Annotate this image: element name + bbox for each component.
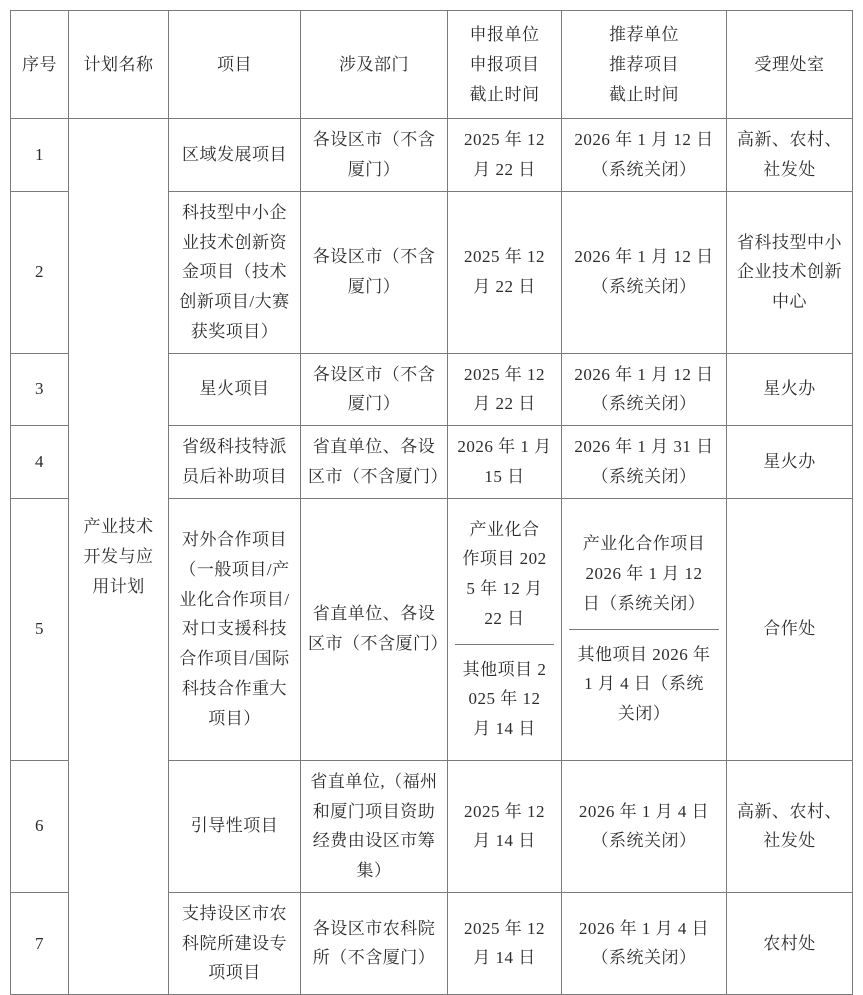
cell-project: 星火项目 xyxy=(169,353,301,426)
table-header xyxy=(11,11,853,119)
cell-department: 省直单位、各设区市（不含厦门） xyxy=(301,426,448,499)
cell-office: 高新、农村、社发处 xyxy=(727,119,853,192)
header-cell-office: 受理处室 xyxy=(727,11,853,119)
header-recommend-line-2: 推荐项目 xyxy=(609,54,679,74)
header-recommend-line-3: 截止时间 xyxy=(609,84,679,104)
header-cell-project: 项目 xyxy=(169,11,301,119)
cell-recommend-deadline: 2026 年 1 月 12 日（系统关闭） xyxy=(562,119,727,192)
cell-department: 省直单位、各设区市（不含厦门） xyxy=(301,498,448,760)
header-cell-recommend-deadline xyxy=(562,11,727,119)
cell-recommend-deadline-part-1: 产业化合作项目 2026 年 1 月 12 日（系统关闭） xyxy=(582,534,706,613)
header-apply-line-3: 截止时间 xyxy=(469,84,540,104)
cell-department: 各设区市（不含厦门） xyxy=(301,191,448,353)
cell-apply-deadline: 2025 年 12 月 22 日 xyxy=(448,353,562,426)
header-cell-apply-deadline xyxy=(448,11,562,119)
cell-seq: 2 xyxy=(11,191,69,353)
cell-seq: 1 xyxy=(11,119,69,192)
cell-office: 高新、农村、社发处 xyxy=(727,760,853,892)
cell-apply-deadline: 2025 年 12 月 14 日 xyxy=(448,760,562,892)
header-cell-seq: 序号 xyxy=(11,11,69,119)
project-deadline-table xyxy=(10,10,853,995)
cell-apply-deadline-split xyxy=(448,498,562,760)
cell-department: 各设区市（不含厦门） xyxy=(301,353,448,426)
cell-office: 合作处 xyxy=(727,498,853,760)
cell-department: 各设区市（不含厦门） xyxy=(301,119,448,192)
header-apply-line-2: 申报项目 xyxy=(469,54,540,74)
cell-project: 省级科技特派员后补助项目 xyxy=(169,426,301,499)
cell-project: 科技型中小企业技术创新资金项目（技术创新项目/大赛获奖项目） xyxy=(169,191,301,353)
cell-seq: 3 xyxy=(11,353,69,426)
cell-apply-deadline: 2025 年 12 月 14 日 xyxy=(448,892,562,994)
cell-seq: 5 xyxy=(11,498,69,760)
cell-apply-deadline: 2026 年 1 月 15 日 xyxy=(448,426,562,499)
cell-plan-name-merged: 产业技术开发与应用计划 xyxy=(69,119,169,995)
cell-apply-deadline-part-1: 产业化合作项目 2025 年 12 月 22 日 xyxy=(462,519,547,628)
cell-recommend-deadline: 2026 年 1 月 4 日（系统关闭） xyxy=(562,892,727,994)
cell-office: 省科技型中小企业技术创新中心 xyxy=(727,191,853,353)
cell-office: 星火办 xyxy=(727,353,853,426)
table-row xyxy=(11,119,853,192)
cell-seq: 4 xyxy=(11,426,69,499)
header-cell-plan-name: 计划名称 xyxy=(69,11,169,119)
cell-seq: 6 xyxy=(11,760,69,892)
cell-project: 对外合作项目（一般项目/产业化合作项目/对口支援科技合作项目/国际科技合作重大项目） xyxy=(169,498,301,760)
cell-seq: 7 xyxy=(11,892,69,994)
cell-recommend-deadline-part-2: 其他项目 2026 年 1 月 4 日（系统关闭） xyxy=(569,629,719,739)
cell-office: 星火办 xyxy=(727,426,853,499)
cell-recommend-deadline: 2026 年 1 月 31 日（系统关闭） xyxy=(562,426,727,499)
cell-office: 农村处 xyxy=(727,892,853,994)
cell-project: 引导性项目 xyxy=(169,760,301,892)
cell-project: 支持设区市农科院所建设专项项目 xyxy=(169,892,301,994)
cell-department: 各设区市农科院所（不含厦门） xyxy=(301,892,448,994)
cell-recommend-deadline: 2026 年 1 月 4 日（系统关闭） xyxy=(562,760,727,892)
header-row xyxy=(11,11,853,119)
cell-apply-deadline: 2025 年 12 月 22 日 xyxy=(448,119,562,192)
cell-recommend-deadline: 2026 年 1 月 12 日（系统关闭） xyxy=(562,353,727,426)
cell-apply-deadline-part-2: 其他项目 2025 年 12 月 14 日 xyxy=(455,644,554,754)
cell-recommend-deadline-split xyxy=(562,498,727,760)
cell-project: 区域发展项目 xyxy=(169,119,301,192)
table-body xyxy=(11,119,853,995)
header-cell-department: 涉及部门 xyxy=(301,11,448,119)
header-apply-line-1: 申报单位 xyxy=(469,25,540,44)
header-recommend-line-1: 推荐单位 xyxy=(609,25,679,44)
cell-apply-deadline: 2025 年 12 月 22 日 xyxy=(448,191,562,353)
cell-recommend-deadline: 2026 年 1 月 12 日（系统关闭） xyxy=(562,191,727,353)
cell-department: 省直单位,（福州和厦门项目资助经费由设区市筹集） xyxy=(301,760,448,892)
